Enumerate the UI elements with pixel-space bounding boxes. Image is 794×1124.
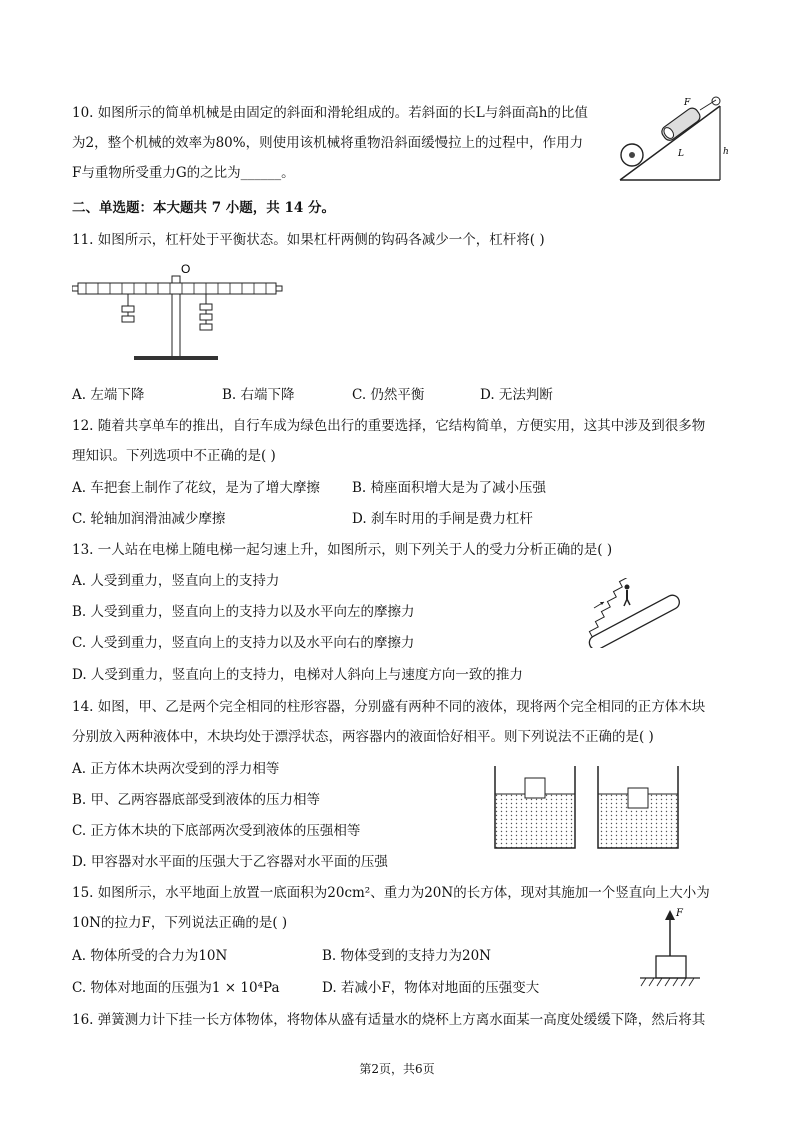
q14-line-1: 14. 如图，甲、乙是两个完全相同的柱形容器，分别盛有两种不同的液体，现将两个完全相同的正方体木块 bbox=[72, 699, 706, 715]
q11-option-b: B. 右端下降 bbox=[222, 387, 295, 403]
height-label-h: h bbox=[723, 147, 729, 157]
q12-option-b: B. 椅座面积增大是为了减小压强 bbox=[352, 480, 547, 496]
force-label: F bbox=[676, 908, 683, 919]
q12-line-2: 理知识。下列选项中不正确的是( ) bbox=[72, 448, 276, 464]
q15-line-1: 15. 如图所示，水平地面上放置一底面积为20cm²、重力为20N的长方体，现对其施加一个竖直向上大小为 bbox=[72, 885, 710, 901]
q12-option-d: D. 刹车时用的手闸是费力杠杆 bbox=[352, 511, 533, 527]
two-containers-figure bbox=[490, 766, 684, 856]
length-label-L: L bbox=[678, 149, 684, 159]
q15-option-b: B. 物体受到的支持力为20N bbox=[322, 948, 491, 964]
q14-option-c: C. 正方体木块的下底部两次受到液体的压强相等 bbox=[72, 823, 361, 839]
fulcrum-label: O bbox=[181, 262, 191, 276]
q14-line-2: 分别放入两种液体中，木块均处于漂浮状态，两容器内的液面恰好相平。则下列说法不正确的是( ) bbox=[72, 729, 654, 745]
q12-line-1: 12. 随着共享单车的推出，自行车成为绿色出行的重要选择，它结构简单，方便实用，这其中涉及到很多物 bbox=[72, 418, 706, 434]
q12-option-a: A. 车把套上制作了花纹，是为了增大摩擦 bbox=[72, 480, 320, 496]
q13-option-b: B. 人受到重力，竖直向上的支持力以及水平向左的摩擦力 bbox=[72, 604, 415, 620]
force-label-F: F bbox=[684, 98, 691, 108]
q10-line-1: 10. 如图所示的简单机械是由固定的斜面和滑轮组成的。若斜面的长L与斜面高h的比值 bbox=[72, 105, 588, 121]
q15-option-a: A. 物体所受的合力为10N bbox=[72, 948, 228, 964]
q13-stem: 13. 一人站在电梯上随电梯一起匀速上升，如图所示，则下列关于人的受力分析正确的是( ) bbox=[72, 542, 613, 558]
q11-stem: 11. 如图所示，杠杆处于平衡状态。如果杠杆两侧的钩码各减少一个，杠杆将( ) bbox=[72, 232, 545, 248]
escalator-figure bbox=[580, 578, 684, 648]
q13-option-c: C. 人受到重力，竖直向上的支持力以及水平向右的摩擦力 bbox=[72, 635, 415, 651]
q12-option-c: C. 轮轴加润滑油减少摩擦 bbox=[72, 511, 226, 527]
q13-option-d: D. 人受到重力，竖直向上的支持力，电梯对人斜向上与速度方向一致的推力 bbox=[72, 667, 523, 683]
q11-option-c: C. 仍然平衡 bbox=[352, 387, 425, 403]
box-force-figure bbox=[640, 904, 700, 996]
q15-option-d: D. 若减小F，物体对地面的压强变大 bbox=[322, 980, 540, 996]
incline-pulley-figure bbox=[612, 94, 734, 186]
section-heading: 二、单选题：本大题共 7 小题，共 14 分。 bbox=[72, 200, 335, 216]
q10-line-2: 为2，整个机械的效率为80%，则使用该机械将重物沿斜面缓慢拉上的过程中，作用力 bbox=[72, 135, 584, 151]
q16-line-1: 16. 弹簧测力计下挂一长方体物体，将物体从盛有适量水的烧杯上方离水面某一高度处缓缓下降，然后将其 bbox=[72, 1012, 706, 1028]
page-footer: 第2页，共6页 bbox=[359, 1062, 435, 1076]
q15-line-2: 10N的拉力F，下列说法正确的是( ) bbox=[72, 915, 288, 931]
q11-option-a: A. 左端下降 bbox=[72, 387, 145, 403]
q14-option-a: A. 正方体木块两次受到的浮力相等 bbox=[72, 761, 280, 777]
q10-line-3: F与重物所受重力G的之比为______。 bbox=[72, 165, 295, 181]
q13-option-a: A. 人受到重力，竖直向上的支持力 bbox=[72, 573, 280, 589]
q11-option-d: D. 无法判断 bbox=[480, 387, 553, 403]
q14-option-b: B. 甲、乙两容器底部受到液体的压力相等 bbox=[72, 792, 321, 808]
q14-option-d: D. 甲容器对水平面的压强大于乙容器对水平面的压强 bbox=[72, 854, 388, 870]
lever-figure bbox=[72, 262, 286, 370]
q15-option-c: C. 物体对地面的压强为1 × 10⁴Pa bbox=[72, 980, 280, 996]
